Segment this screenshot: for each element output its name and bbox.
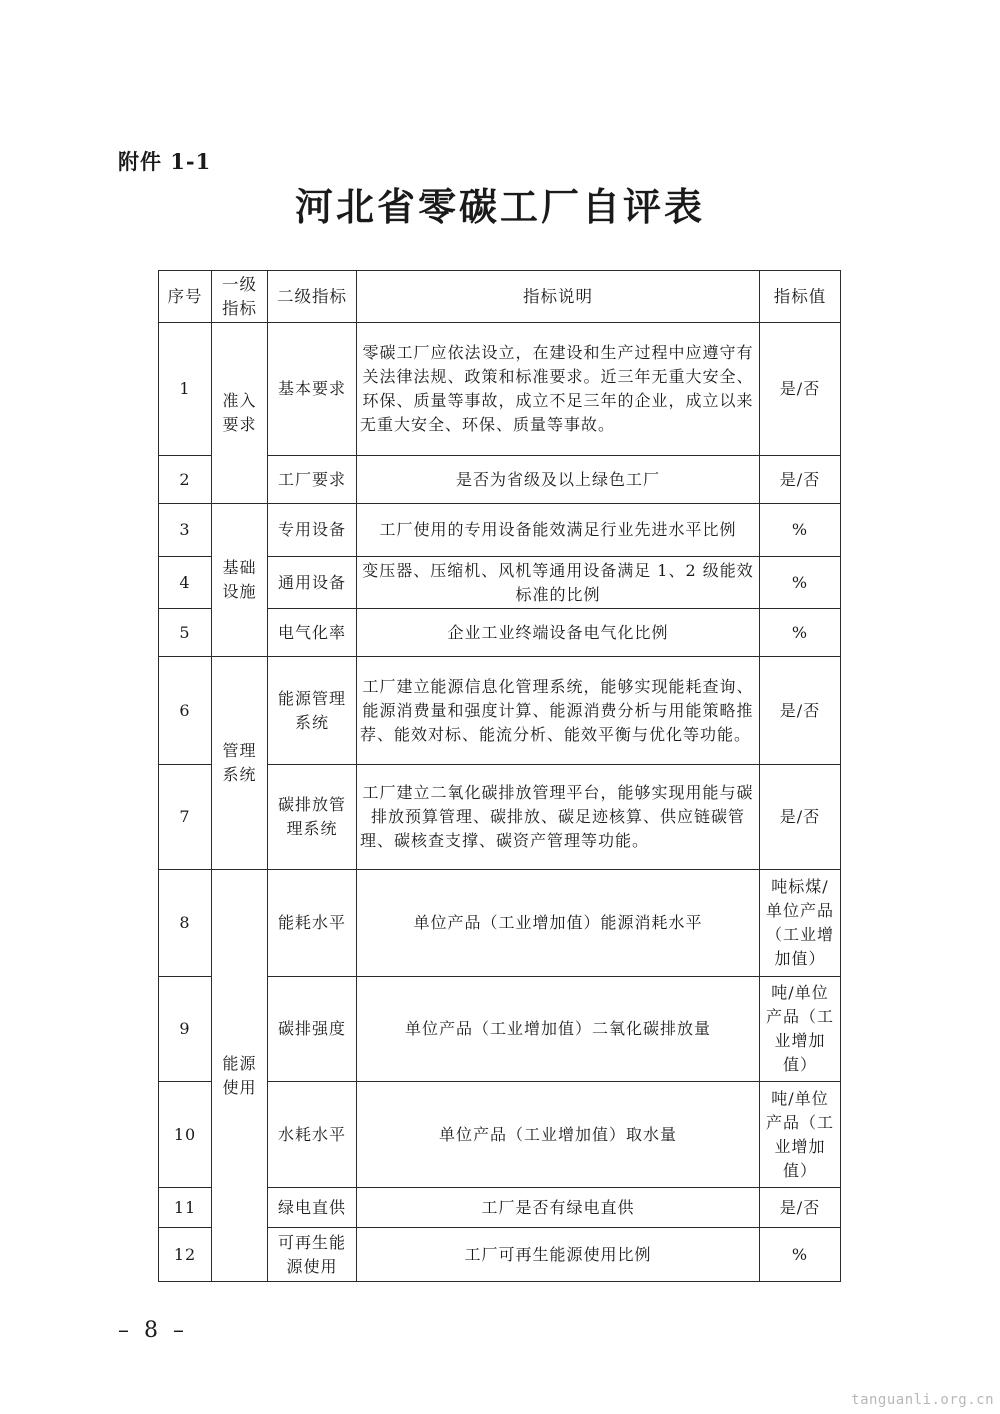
indicator-value: 是/否 (760, 657, 841, 765)
indicator-description: 工厂可再生能源使用比例 (357, 1228, 760, 1282)
indicator-value: % (760, 557, 841, 609)
indicator-description: 工厂是否有绿电直供 (357, 1188, 760, 1228)
sub-indicator: 能耗水平 (268, 870, 357, 977)
sub-indicator: 碳排强度 (268, 977, 357, 1082)
sub-indicator: 工厂要求 (268, 456, 357, 504)
row-number: 2 (159, 456, 212, 504)
indicator-value: 是/否 (760, 456, 841, 504)
header-level2: 二级指标 (268, 271, 357, 323)
row-number: 11 (159, 1188, 212, 1228)
page-title: 河北省零碳工厂自评表 (294, 185, 705, 229)
indicator-description: 工厂建立二氧化碳排放管理平台，能够实现用能与碳排放预算管理、碳排放、碳足迹核算、供应链碳管理、碳核查支撑、碳资产管理等功能。 (357, 765, 760, 870)
category-cell: 能源使用 (212, 870, 268, 1282)
row-number: 3 (159, 504, 212, 557)
header-description: 指标说明 (357, 271, 760, 323)
indicator-value: 吨标煤/单位产品（工业增加值） (760, 870, 841, 977)
sub-indicator: 碳排放管理系统 (268, 765, 357, 870)
indicator-description: 变压器、压缩机、风机等通用设备满足 1、2 级能效标准的比例 (357, 557, 760, 609)
indicator-description: 企业工业终端设备电气化比例 (357, 609, 760, 657)
sub-indicator: 基本要求 (268, 323, 357, 456)
table-row (159, 870, 841, 977)
row-number: 10 (159, 1082, 212, 1188)
indicator-description: 零碳工厂应依法设立，在建设和生产过程中应遵守有关法律法规、政策和标准要求。近三年无重大安全、环保、质量等事故，成立不足三年的企业，成立以来无重大安全、环保、质量等事故。 (357, 323, 760, 456)
indicator-description: 工厂建立能源信息化管理系统，能够实现能耗查询、能源消费量和强度计算、能源消费分析与用能策略推荐、能效对标、能流分析、能效平衡与优化等功能。 (357, 657, 760, 765)
sub-indicator: 可再生能源使用 (268, 1228, 357, 1282)
row-number: 7 (159, 765, 212, 870)
row-number: 9 (159, 977, 212, 1082)
table-row (159, 504, 841, 557)
page-number: – 8 – (118, 1318, 188, 1343)
indicator-value: 吨/单位产品（工业增加值） (760, 977, 841, 1082)
category-cell: 管理系统 (212, 657, 268, 870)
sub-indicator: 专用设备 (268, 504, 357, 557)
watermark: tanguanli.org.cn (851, 1392, 994, 1408)
category-cell: 准入要求 (212, 323, 268, 504)
category-cell: 基础设施 (212, 504, 268, 657)
row-number: 12 (159, 1228, 212, 1282)
header-level1: 一级指标 (212, 271, 268, 323)
indicator-description: 工厂使用的专用设备能效满足行业先进水平比例 (357, 504, 760, 557)
indicator-value: 是/否 (760, 323, 841, 456)
indicator-value: % (760, 1228, 841, 1282)
table-row (159, 657, 841, 765)
indicator-description: 单位产品（工业增加值）能源消耗水平 (357, 870, 760, 977)
indicator-value: 是/否 (760, 1188, 841, 1228)
table-row (159, 323, 841, 456)
sub-indicator: 绿电直供 (268, 1188, 357, 1228)
indicator-value: 吨/单位产品（工业增加值） (760, 1082, 841, 1188)
row-number: 5 (159, 609, 212, 657)
indicator-value: % (760, 609, 841, 657)
table-header-row (159, 271, 841, 323)
indicator-description: 单位产品（工业增加值）二氧化碳排放量 (357, 977, 760, 1082)
row-number: 4 (159, 557, 212, 609)
header-serial: 序号 (159, 271, 212, 323)
header-value: 指标值 (760, 271, 841, 323)
row-number: 6 (159, 657, 212, 765)
sub-indicator: 通用设备 (268, 557, 357, 609)
attachment-label: 附件 1-1 (118, 149, 212, 174)
self-evaluation-table (158, 270, 841, 1282)
indicator-description: 单位产品（工业增加值）取水量 (357, 1082, 760, 1188)
sub-indicator: 能源管理系统 (268, 657, 357, 765)
indicator-description: 是否为省级及以上绿色工厂 (357, 456, 760, 504)
sub-indicator: 电气化率 (268, 609, 357, 657)
row-number: 1 (159, 323, 212, 456)
indicator-value: % (760, 504, 841, 557)
sub-indicator: 水耗水平 (268, 1082, 357, 1188)
row-number: 8 (159, 870, 212, 977)
indicator-value: 是/否 (760, 765, 841, 870)
